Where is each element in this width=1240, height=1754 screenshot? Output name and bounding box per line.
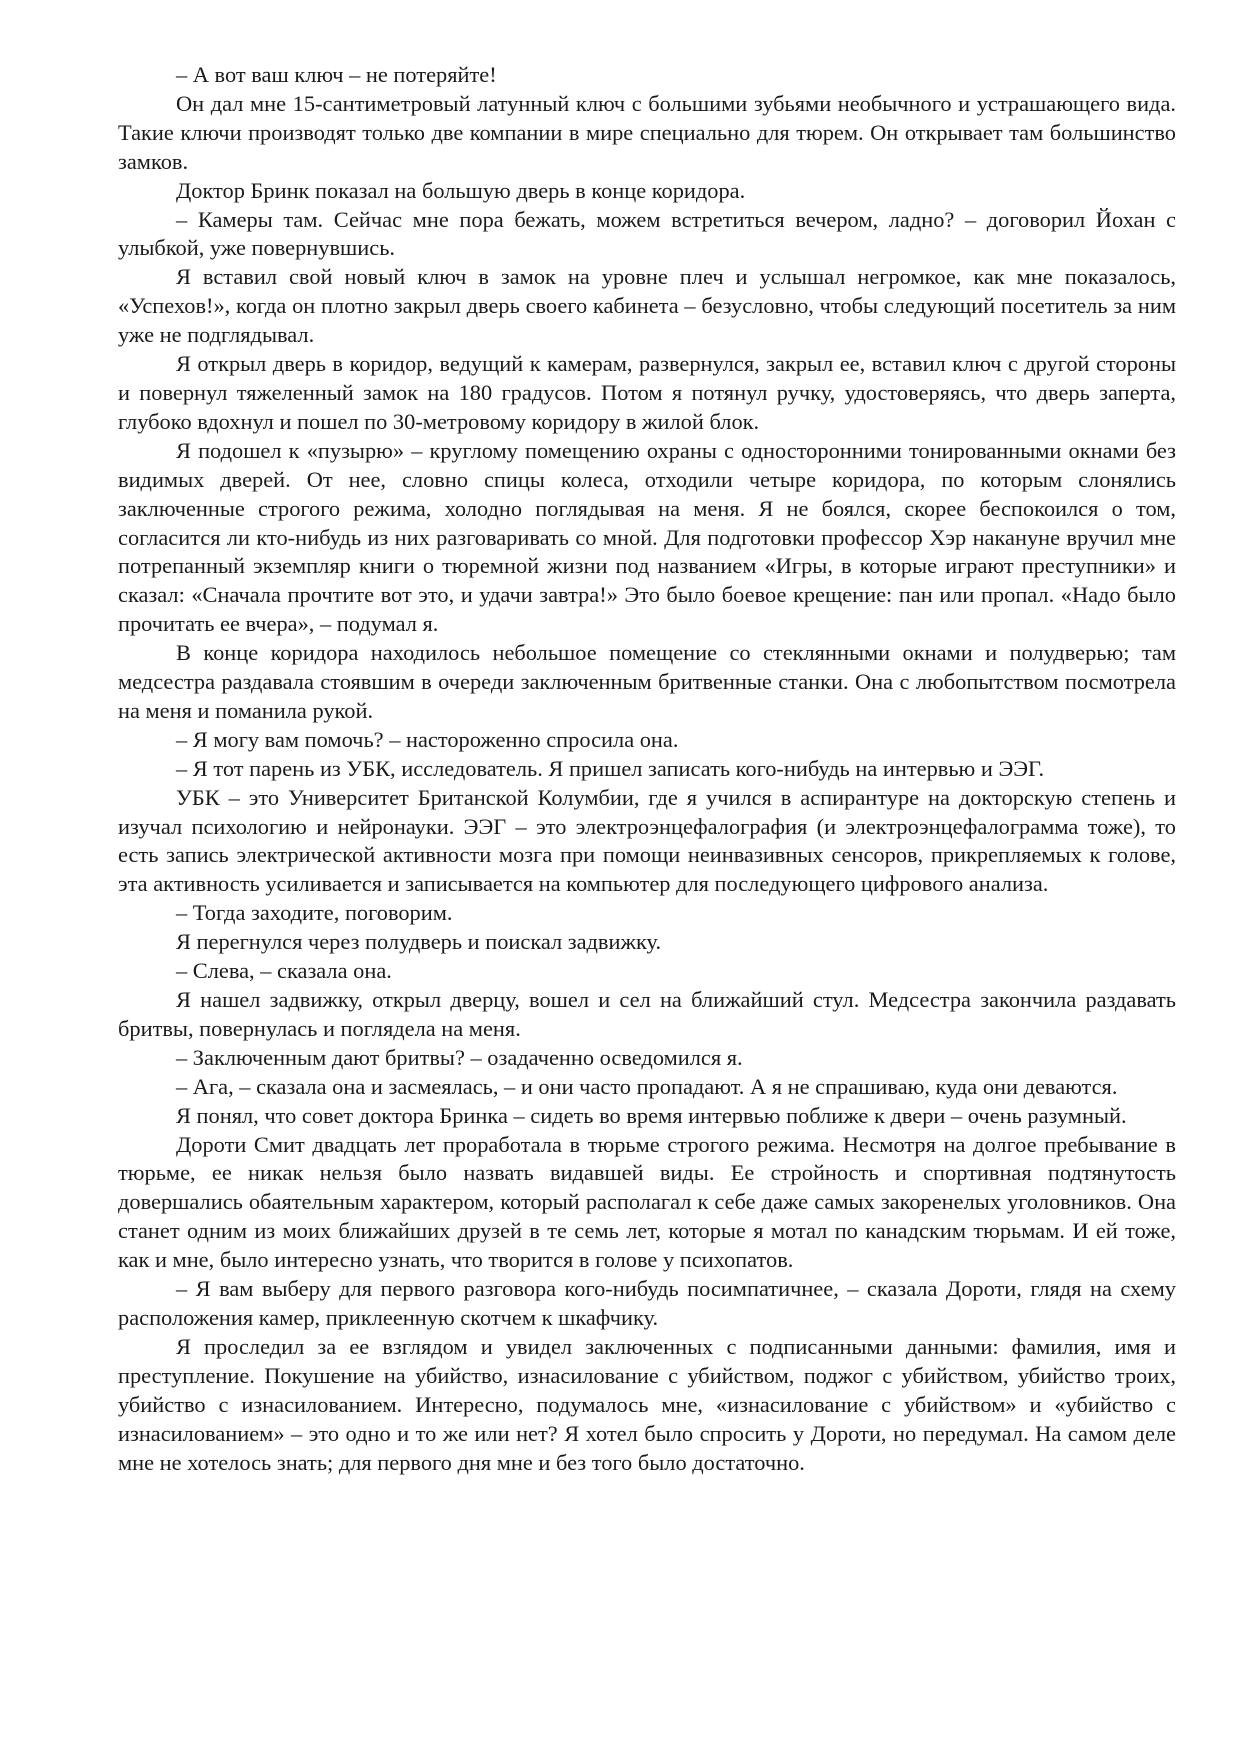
paragraph-4: – Камеры там. Сейчас мне пора бежать, можем встретиться вечером, ладно? – договорил Йохан с улыбкой, уже повернувшись. [118, 206, 1176, 261]
paragraph-14: – Слева, – сказала она. [176, 958, 392, 984]
paragraph-9: – Я могу вам помочь? – настороженно спросила она. [176, 726, 679, 752]
paragraph-20: – Я вам выберу для первого разговора кого-нибудь посимпатичнее, – сказала Дороти, глядя на схему расположения камер, приклеенную скотчем к шкафчику. [118, 1276, 1176, 1330]
paragraph-2: Он дал мне 15-сантиметровый латунный ключ с большими зубьями необычного и устрашающего вида. Такие ключи производят только две компании в мире специально для тюрем. Он открывает там большинство замков. [118, 90, 1176, 174]
paragraph-1: – А вот ваш ключ – не потеряйте! [176, 62, 497, 87]
paragraph-13: Я перегнулся через полудверь и поискал задвижку. [176, 929, 662, 955]
paragraph-5: Я вставил свой новый ключ в замок на уровне плеч и услышал негромкое, как мне показалось, «Успехов!», когда он плотно закрыл дверь своего кабинета – безусловно, чтобы следующий посетитель за ним уже не подглядывал. [118, 264, 1176, 348]
paragraph-6: Я открыл дверь в коридор, ведущий к камерам, развернулся, закрыл ее, вставил ключ с другой стороны и повернул тяжеленный замок на 180 градусов. Потом я потянул ручку, удостоверяясь, что дверь заперта, глубоко вдохнул и пошел по 30-метровому коридору в жилой блок. [118, 351, 1176, 434]
paragraph-19: Дороти Смит двадцать лет проработала в тюрьме строгого режима. Несмотря на долгое пребывание в тюрьме, ее никак нельзя было назвать видавшей виды. Ее стройность и спортивная подтянутость довершались обаятельным характером, который располагал к себе даже самых закоренелых уголовников. Она станет одним из моих ближайших друзей в те семь лет, которые я мотал по канадским тюрьмам. И ей тоже, как и мне, было интересно узнать, что творится в голове у психопатов. [118, 1131, 1176, 1273]
paragraph-16: – Заключенным дают бритвы? – озадаченно осведомился я. [176, 1044, 743, 1070]
paragraph-15: Я нашел задвижку, открыл дверцу, вошел и сел на ближайший стул. Медсестра закончила раздавать бритвы, повернулась и поглядела на меня. [118, 987, 1176, 1041]
paragraph-7: Я подошел к «пузырю» – круглому помещению охраны с односторонними тонированными окнами без видимых дверей. От нее, словно спицы колеса, отходили четыре коридора, по которым слонялись заключенные строгого режима, холодно поглядывая на меня. Я не боялся, скорее беспокоился о том, согласится ли кто-нибудь из них разговаривать со мной. Для подготовки профессор Хэр накануне вручил мне потрепанный экземпляр книги о тюремной жизни под названием «Игры, в которые играют преступники» и сказал: «Сначала прочтите вот это, и удачи завтра!» Это было боевое крещение: пан или пропал. «Надо было прочитать ее вчера», – подумал я. [118, 437, 1176, 637]
paragraph-21: Я проследил за ее взглядом и увидел заключенных с подписанными данными: фамилия, имя и преступление. Покушение на убийство, изнасилование с убийством, поджог с убийством, убийство троих, убийство с изнасилованием. Интересно, подумалось мне, «изнасилование с убийством» и «убийство с изнасилованием» – это одно и то же или нет? Я хотел было спросить у Дороти, но передумал. На самом деле мне не хотелось знать; для первого дня мне и без того было достаточно. [118, 1333, 1176, 1475]
paragraph-11: УБК – это Университет Британской Колумбии, где я учился в аспирантуре на докторскую степень и изучал психологию и нейронауки. ЭЭГ – это электроэнцефалография (и электроэнцефалограмма тоже), то есть запись электрической активности мозга при помощи неинвазивных сенсоров, прикрепляемых к голове, эта активность усиливается и записывается на компьютер для последующего цифрового анализа. [118, 784, 1176, 897]
paragraph-8: В конце коридора находилось небольшое помещение со стеклянными окнами и полудверью; там медсестра раздавала стоявшим в очереди заключенным бритвенные станки. Она с любопытством посмотрела на меня и поманила рукой. [118, 640, 1176, 723]
paragraph-12: – Тогда заходите, поговорим. [176, 900, 453, 926]
body-text [118, 61, 1176, 1477]
paragraph-17: – Ага, – сказала она и засмеялась, – и они часто пропадают. А я не спрашиваю, куда они деваются. [176, 1073, 1118, 1099]
paragraph-10: – Я тот парень из УБК, исследователь. Я пришел записать кого-нибудь на интервью и ЭЭГ. [176, 755, 1045, 781]
paragraph-3: Доктор Бринк показал на большую дверь в конце коридора. [176, 177, 746, 203]
paragraph-18: Я понял, что совет доктора Бринка – сидеть во время интервью поближе к двери – очень разумный. [176, 1102, 1127, 1128]
